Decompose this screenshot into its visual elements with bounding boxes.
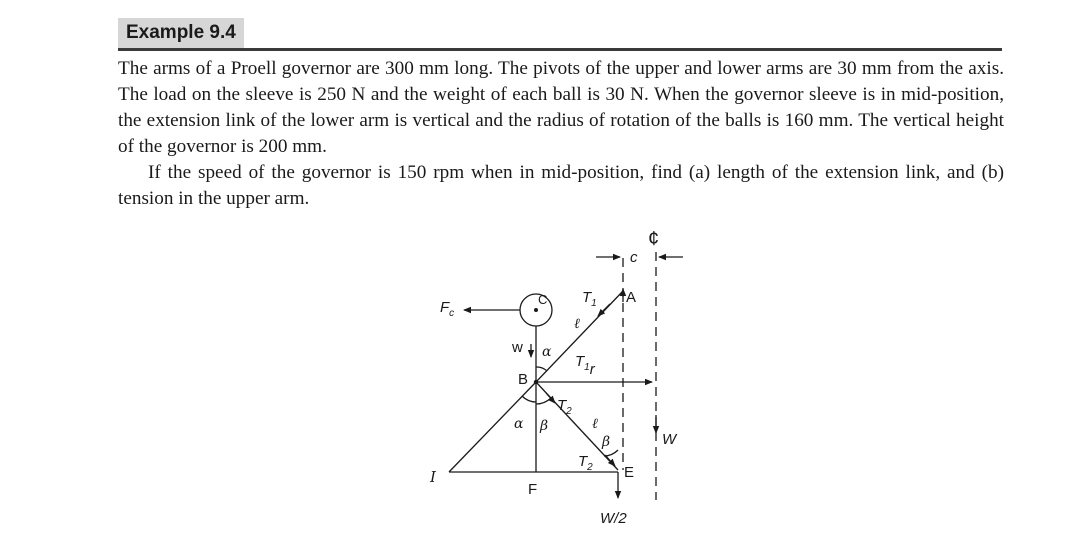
w-label: w: [512, 339, 523, 356]
b-label: B: [518, 371, 529, 388]
beta-left-arc: [536, 398, 551, 404]
problem-paragraph-1: The arms of a Proell governor are 300 mm long. The pivots of the upper and lower arms are 30 mm from the axis. The load on the sleeve is 250 N and the weight of each ball is 30 N. When the governor sleeve is in mid-position, the extension link of the lower arm is vertical and the radius of rotation of the balls is 160 mm. The vertical height of the governor is 200 mm.: [118, 58, 1004, 157]
example-header: [118, 18, 1002, 51]
w-half-label: W/2: [600, 510, 627, 527]
a-label: A: [626, 289, 637, 306]
c-label: c: [630, 249, 638, 266]
alpha-top-label: α: [542, 344, 552, 360]
centreline-symbol: ¢: [648, 228, 660, 250]
big-w-label: W: [662, 431, 677, 448]
problem-statement: [118, 56, 1004, 212]
alpha-bottom-arc: [522, 396, 536, 402]
alpha-top-arc: [536, 367, 547, 371]
problem-paragraph-2: If the speed of the governor is 150 rpm when in mid-position, find (a) length of the extension link, and (b) tension in the upper arm.: [118, 162, 1004, 209]
t1-arrow: [598, 304, 610, 316]
t1-label: $T_1$: [582, 289, 597, 309]
beta-right-arc: [604, 450, 618, 456]
alpha-bottom-label: α: [514, 416, 524, 432]
fc-label: $F_c$: [440, 299, 455, 319]
t2-upper-label: $T_2$: [557, 397, 572, 417]
upper-arm-length-label: ℓ: [574, 316, 580, 332]
t2-lower-label: $T_2$: [578, 453, 593, 473]
f-label: F: [528, 481, 538, 498]
e-label: E: [624, 464, 635, 481]
beta-right-label: β: [602, 434, 611, 450]
ball-centre-dot: [534, 308, 538, 312]
beta-left-label: β: [540, 418, 549, 434]
ball-label: C: [538, 292, 548, 307]
governor-diagram: [410, 220, 700, 530]
pivot-b-dot: [534, 380, 538, 384]
example-label: Example 9.4: [118, 18, 244, 48]
i-label: I: [430, 468, 436, 486]
lower-arm-length-label: ℓ: [592, 416, 598, 432]
t1r-label: $T_1r$: [575, 353, 595, 378]
t2-arrow-e: [605, 455, 615, 466]
